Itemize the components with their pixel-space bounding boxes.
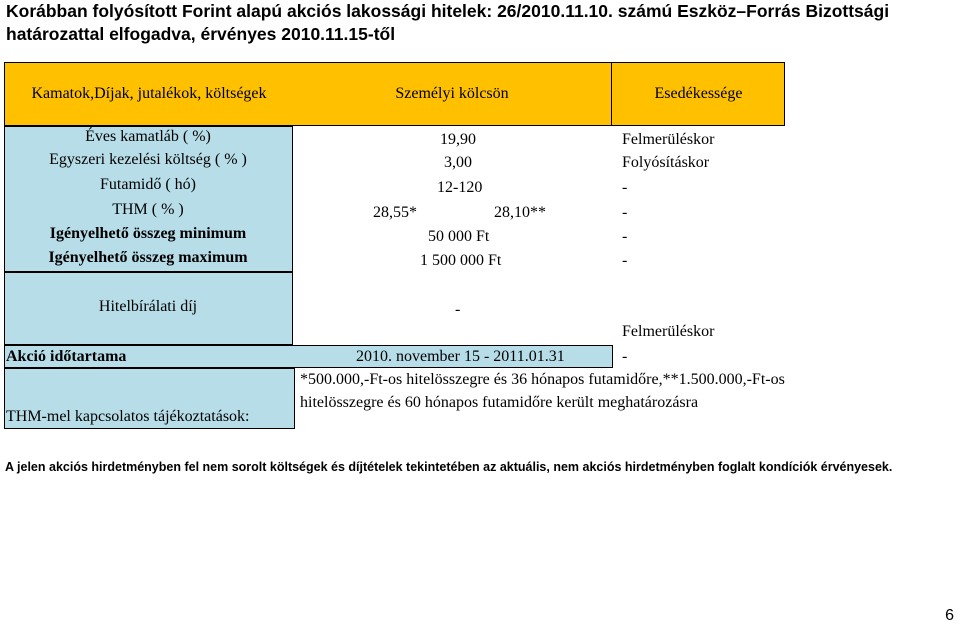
- row-value: 19,90: [440, 131, 476, 148]
- row-value: 3,00: [444, 154, 472, 171]
- row-label: Éves kamatláb ( %): [85, 128, 211, 145]
- page-number: 6: [945, 607, 954, 624]
- table-header: [4, 62, 785, 126]
- header-fees: Kamatok,Díjak, jutalékok, költségek: [31, 85, 267, 102]
- page-title: Korábban folyósított Forint alapú akciós lakossági hitelek: 26/2010.11.10. számú Eszköz–Forrás Bizottsági határozattal elfogadva, érvényes 2010.11.15-től: [6, 1, 890, 44]
- footer-note: A jelen akciós hirdetményben fel nem sorolt költségek és díjtételek tekintetében az aktuális, nem akciós hirdetményben foglalt kondíciók érvényesek.: [5, 460, 893, 474]
- row-due: Folyósításkor: [622, 154, 710, 171]
- hitelbiralati-due: Felmerüléskor: [622, 323, 715, 340]
- row-label: Igényelhető összeg maximum: [48, 249, 248, 266]
- thm-info-line2: hitelösszegre és 60 hónapos futamidőre került meghatározásra: [300, 394, 699, 411]
- thm-info-label: THM-mel kapcsolatos tájékoztatások:: [6, 408, 250, 425]
- hitelbiralati-label: Hitelbírálati díj: [98, 298, 198, 315]
- row-label: Egyszeri kezelési költség ( % ): [49, 151, 247, 168]
- akcio-label: Akció időtartama: [6, 348, 127, 365]
- row-label: Igényelhető összeg minimum: [49, 225, 247, 242]
- hitelbiralati-value: -: [455, 301, 461, 318]
- header-due: Esedékessége: [611, 63, 785, 125]
- row-due: -: [622, 252, 628, 269]
- thm-info-line1: *500.000,-Ft-os hitelösszegre és 36 hónapos futamidőre,**1.500.000,-Ft-os: [300, 371, 785, 388]
- header-personal-loan: Személyi kölcsön: [395, 85, 509, 102]
- akcio-value: 2010. november 15 - 2011.01.31: [356, 348, 565, 365]
- row-due: -: [622, 228, 628, 245]
- row-value-b: 28,10**: [494, 204, 546, 221]
- row-label: THM ( % ): [112, 201, 184, 218]
- row-value: 1 500 000 Ft: [420, 252, 502, 269]
- row-due: -: [622, 204, 628, 221]
- row-due: -: [622, 179, 628, 196]
- row-label: Futamidő ( hó): [100, 176, 196, 193]
- row-value-a: 28,55*: [373, 204, 417, 221]
- row-value: 50 000 Ft: [428, 228, 490, 245]
- row-value: 12-120: [437, 179, 483, 196]
- row-due: Felmerüléskor: [622, 131, 715, 148]
- akcio-due: -: [622, 348, 628, 365]
